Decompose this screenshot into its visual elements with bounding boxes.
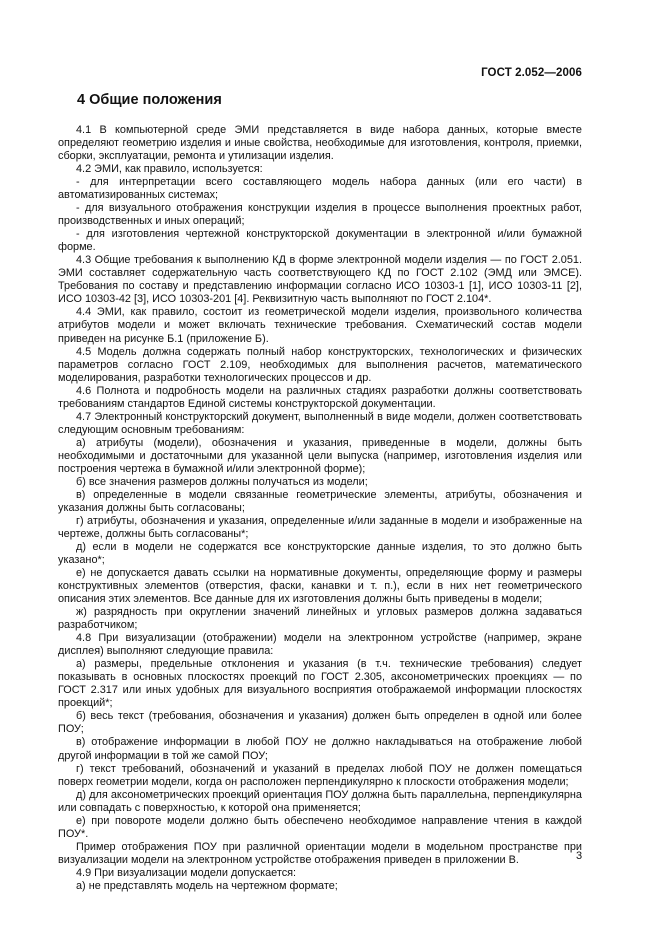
paragraph-4-9: 4.9 При визуализации модели допускается: <box>76 866 297 879</box>
list-item: - для визуального отображения конструкции изделия в процессе выполнения проектных работ, производственных и иных операций; <box>58 202 582 228</box>
paragraph-4-3: 4.3 Общие требования к выполнению КД в форме электронной модели изделия — по ГОСТ 2.051. ЭМИ составляет содержательную часть соответствующего КД по ГОСТ 2.102 (ЭМД или ЭМСЕ). Требования по составу и представлению информации согласно ИСО 10303-1 [1], ИСО 10303-11 [2], ИСО 10303-42 [3], ИСО 10303-201 [4]. Реквизитную часть выполняют по ГОСТ 2.104*. <box>58 254 582 306</box>
paragraph-4-4: 4.4 ЭМИ, как правило, состоит из геометрической модели изделия, произвольного количества атрибутов модели и может включать технические требования. Схематический состав модели приведен на рисунке Б.1 (приложение Б). <box>58 306 582 345</box>
example-paragraph: Пример отображения ПОУ при различной ориентации модели в модельном пространстве при визуализации модели на электронном устройстве отображения приведен в приложении В. <box>58 840 582 866</box>
paragraph-4-1: 4.1 В компьютерной среде ЭМИ представляется в виде набора данных, которые вместе определяют геометрию изделия и иные свойства, необходимые для изготовления, контроля, приемки, сборки, эксплуатации, ремонта и утилизации изделия. <box>58 124 582 163</box>
page-number: 3 <box>576 850 583 862</box>
section-title: 4 Общие положения <box>77 92 222 108</box>
paragraph-4-6: 4.6 Полнота и подробность модели на различных стадиях разработки должны соответствовать требованиям стандартов Единой системы конструкторской документации. <box>58 384 582 410</box>
list-item: - для изготовления чертежной конструкторской документации в электронной и/или бумажной форме. <box>58 228 582 254</box>
list-item: а) атрибуты (модели), обозначения и указания, приведенные в модели, должны быть необходимыми и достаточными для указанной цели выпуска (например, изготовления изделия или построения чертежа в бумажной и/или электронной форме); <box>58 436 582 475</box>
list-item: ж) разрядность при округлении значений линейных и угловых размеров должна задаваться разработчиком; <box>58 606 582 632</box>
list-item: - для интерпретации всего составляющего модель набора данных (или его части) в автоматизированных системах; <box>58 176 582 202</box>
paragraph-4-2: 4.2 ЭМИ, как правило, используется: <box>76 163 263 176</box>
list-item: в) отображение информации в любой ПОУ не должно накладываться на отображение любой другой информации в той же самой ПОУ; <box>58 736 582 762</box>
document-code-header: ГОСТ 2.052—2006 <box>481 67 582 79</box>
list-item: е) при повороте модели должно быть обеспечено необходимое направление чтения в каждой ПОУ*. <box>58 814 582 840</box>
list-item: г) текст требований, обозначений и указаний в пределах любой ПОУ не должен помещаться поверх геометрии модели, когда он расположен перпендикулярно к плоскости отображения модели; <box>58 762 582 788</box>
list-item: б) весь текст (требования, обозначения и указания) должен быть определен в одной или более ПОУ; <box>58 710 582 736</box>
paragraph-4-7: 4.7 Электронный конструкторский документ, выполненный в виде модели, должен соответствовать следующим основным требованиям: <box>58 410 582 436</box>
document-body <box>58 124 582 893</box>
list-item: б) все значения размеров должны получаться из модели; <box>76 475 368 488</box>
list-item: д) для аксонометрических проекций ориентация ПОУ должна быть параллельна, перпендикулярна или совпадать с поверхностью, к которой она применяется; <box>58 788 582 814</box>
list-item: а) размеры, предельные отклонения и указания (в т.ч. технические требования) следует показывать в основных плоскостях проекций по ГОСТ 2.305, аксонометрических проекциях — по ГОСТ 2.317 или иных удобных для визуального восприятия отображаемой информации плоскостях проекций*; <box>58 658 582 710</box>
list-item: е) не допускается давать ссылки на нормативные документы, определяющие форму и размеры конструктивных элементов (отверстия, фаски, канавки и т. п.), если в них нет геометрического описания этих элементов. Все данные для их изготовления должны быть приведены в модели; <box>58 567 582 606</box>
list-item: д) если в модели не содержатся все конструкторские данные изделия, то это должно быть указано*; <box>58 541 582 567</box>
paragraph-4-8: 4.8 При визуализации (отображении) модели на электронном устройстве (например, экране дисплея) выполняют следующие правила: <box>58 632 582 658</box>
list-item: а) не представлять модель на чертежном формате; <box>76 879 338 892</box>
list-item: в) определенные в модели связанные геометрические элементы, атрибуты, обозначения и указания должны быть согласованы; <box>58 488 582 514</box>
list-item: г) атрибуты, обозначения и указания, определенные и/или заданные в модели и изображенные на чертеже, должны быть согласованы*; <box>58 514 582 540</box>
paragraph-4-5: 4.5 Модель должна содержать полный набор конструкторских, технологических и физических параметров согласно ГОСТ 2.109, необходимых для выполнения расчетов, математического моделирования, разработки технологических процессов и др. <box>58 345 582 384</box>
